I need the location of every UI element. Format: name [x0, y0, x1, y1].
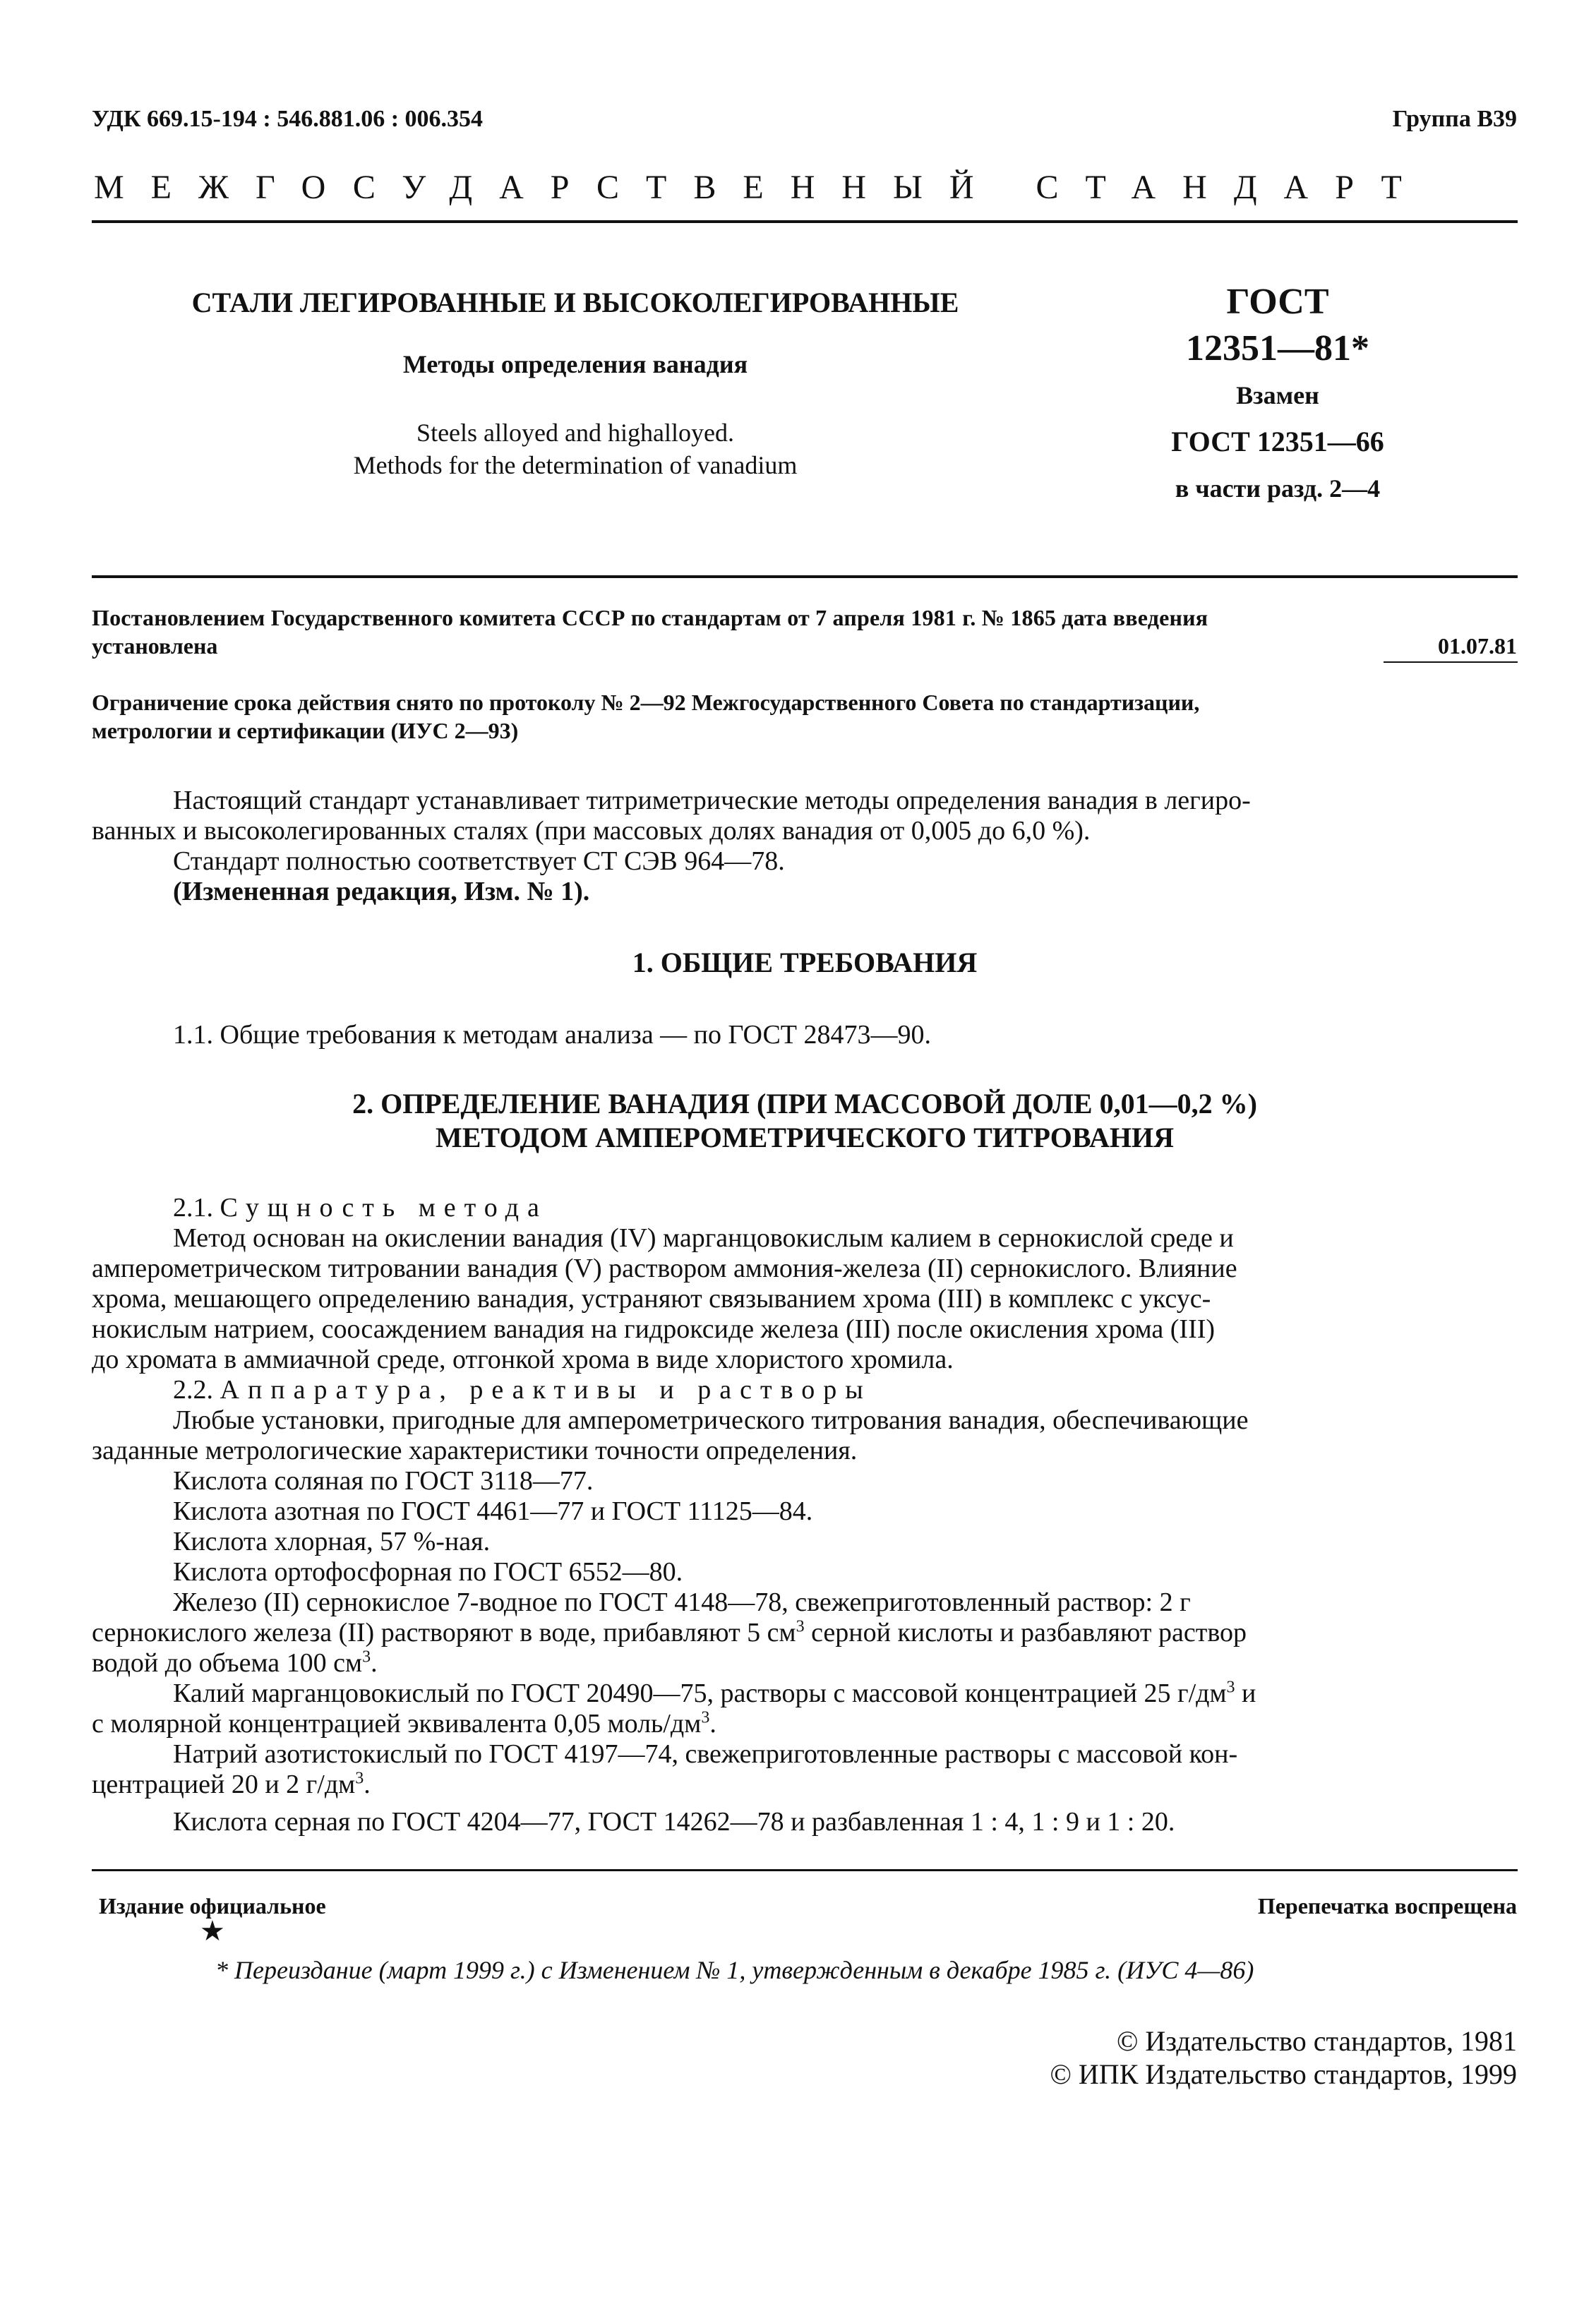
- s22-line8-b: серной кислоты и разбавляют раствор: [804, 1618, 1247, 1647]
- s22-line10-b: и: [1235, 1679, 1256, 1708]
- copyright-1999: © ИПК Издательство стандартов, 1999: [1050, 2058, 1517, 2090]
- s21-line1: Метод основан на окислении ванадия (IV) марганцовокислым калием в сернокислой среде и: [173, 1223, 1234, 1253]
- intro-line2: ванных и высоколегированных сталях (при массовых долях ванадия от 0,005 до 6,0 %).: [92, 816, 1091, 846]
- s22-line13: [92, 1770, 1518, 1800]
- s22-title-text: Аппаратура, реактивы и растворы: [220, 1375, 872, 1405]
- reprint-notice: Перепечатка воспрещена: [1257, 1893, 1517, 1919]
- gost-number: 12351—81*: [1186, 328, 1369, 368]
- title-en: [92, 416, 1059, 481]
- restriction-line2: метрологии и сертификации (ИУС 2—93): [92, 718, 519, 743]
- s22-line8-a: сернокислого железа (II) растворяют в воде, прибавляют 5 см: [92, 1618, 796, 1647]
- period: .: [709, 1709, 716, 1739]
- superscript-3: 3: [355, 1769, 364, 1788]
- s22-line12: Натрий азотистокислый по ГОСТ 4197—74, свежеприготовленные растворы с массовой кон-: [173, 1739, 1238, 1769]
- subtitle-ru: Методы определения ванадия: [402, 350, 748, 378]
- s22-line11: [92, 1709, 1518, 1739]
- decree-line1: Постановлением Государственного комитета СССР по стандартам от 7 апреля 1981 г. № 1865 дата введения: [92, 605, 1208, 630]
- standard-banner: МЕЖГОСУДАРСТВЕННЫЙ СТАНДАРТ: [94, 169, 1429, 206]
- s22-title: [173, 1375, 1518, 1405]
- title-ru: СТАЛИ ЛЕГИРОВАННЫЕ И ВЫСОКОЛЕГИРОВАННЫЕ: [191, 287, 959, 318]
- title-rule: [92, 575, 1518, 578]
- s22-line7: Железо (II) сернокислое 7-водное по ГОСТ 4148—78, свежеприготовленный раствор: 2 г: [173, 1587, 1191, 1617]
- s21-line3: хрома, мешающего определению ванадия, устраняют связыванием хрома (III) в комплекс с уксус-: [92, 1284, 1211, 1314]
- replaces-scope: в части разд. 2—4: [1175, 474, 1381, 503]
- replaces-gost: ГОСТ 12351—66: [1171, 426, 1384, 457]
- period: .: [371, 1648, 378, 1678]
- group-code: Группа В39: [1392, 106, 1517, 132]
- intro-line1: Настоящий стандарт устанавливает титриметрические методы определения ванадия в легиро-: [173, 786, 1251, 815]
- superscript-3: 3: [796, 1617, 805, 1636]
- s22-line11-a: с молярной концентрацией эквивалента 0,05 моль/дм: [92, 1709, 702, 1739]
- s21-line4: нокислым натрием, соосаждением ванадия на гидроксиде железа (III) после окисления хрома (III): [92, 1314, 1216, 1344]
- superscript-3: 3: [1226, 1678, 1235, 1697]
- restriction-line1: Ограничение срока действия снято по протоколу № 2—92 Межгосударственного Совета по стандартизации,: [92, 690, 1200, 715]
- s22-line9: [92, 1648, 1518, 1679]
- copyright-1981: © Издательство стандартов, 1981: [1116, 2025, 1517, 2057]
- period: .: [364, 1770, 371, 1799]
- s22-line1: Любые установки, пригодные для амперометрического титрования ванадия, обеспечивающие: [173, 1405, 1249, 1435]
- s21-line5: до хромата в аммиачной среде, отгонкой хрома в виде хлористого хромила.: [92, 1345, 954, 1374]
- s22-number: 2.2.: [173, 1375, 213, 1405]
- s22-line14: Кислота серная по ГОСТ 4204—77, ГОСТ 14262—78 и разбавленная 1 : 4, 1 : 9 и 1 : 20.: [173, 1807, 1175, 1837]
- s21-line2: амперометрическом титровании ванадия (V) раствором аммония-железа (II) сернокислого. Влияние: [92, 1254, 1237, 1283]
- gost-block: [1101, 279, 1454, 512]
- s21-title: [173, 1193, 1518, 1223]
- section1-heading: 1. ОБЩИЕ ТРЕБОВАНИЯ: [632, 947, 978, 978]
- decree-line2-left: установлена: [92, 633, 218, 659]
- edition-label: Издание официальное: [99, 1893, 326, 1919]
- s22-line13-a: центрацией 20 и 2 г/дм: [92, 1770, 356, 1799]
- intro-line3: Стандарт полностью соответствует СТ СЭВ 964—78.: [173, 846, 785, 876]
- s22-line9-a: водой до объема 100 см: [92, 1648, 363, 1678]
- s21-title-text: Сущность метода: [220, 1193, 548, 1223]
- star-icon: ★: [200, 1915, 225, 1947]
- header-rule: [92, 220, 1518, 223]
- intro-amendment: (Измененная редакция, Изм. № 1).: [173, 877, 590, 906]
- s21-number: 2.1.: [173, 1193, 213, 1223]
- decree-date-underline: [1384, 661, 1518, 663]
- s22-line5: Кислота хлорная, 57 %-ная.: [173, 1527, 491, 1556]
- decree-date: 01.07.81: [1438, 633, 1517, 659]
- title-en-line2: Methods for the determination of vanadium: [353, 451, 798, 479]
- footer-rule: [92, 1869, 1518, 1871]
- gost-label: ГОСТ: [1226, 282, 1329, 322]
- s22-line2: заданные метрологические характеристики точности определения.: [92, 1436, 858, 1465]
- section2-heading-line1: 2. ОПРЕДЕЛЕНИЕ ВАНАДИЯ (ПРИ МАССОВОЙ ДОЛЕ 0,01—0,2 %): [352, 1088, 1257, 1120]
- s22-line4: Кислота азотная по ГОСТ 4461—77 и ГОСТ 11125—84.: [173, 1496, 813, 1526]
- superscript-3: 3: [362, 1647, 371, 1667]
- reissue-note: * Переиздание (март 1999 г.) с Изменением № 1, утвержденным в декабре 1985 г. (ИУС 4—86): [215, 1956, 1254, 1984]
- superscript-3: 3: [701, 1708, 710, 1727]
- s22-line10: [173, 1679, 1518, 1709]
- s22-line6: Кислота ортофосфорная по ГОСТ 6552—80.: [173, 1557, 683, 1587]
- section1-p1: 1.1. Общие требования к методам анализа — по ГОСТ 28473—90.: [173, 1020, 932, 1050]
- title-en-line1: Steels alloyed and highalloyed.: [416, 419, 734, 447]
- s22-line8: [92, 1618, 1518, 1648]
- replaces-label: Взамен: [1236, 381, 1319, 409]
- udk-code: УДК 669.15-194 : 546.881.06 : 006.354: [92, 106, 484, 132]
- s22-line10-a: Калий марганцовокислый по ГОСТ 20490—75, растворы с массовой концентрацией 25 г/дм: [173, 1679, 1227, 1708]
- s22-line3: Кислота соляная по ГОСТ 3118—77.: [173, 1466, 594, 1496]
- section2-heading-line2: МЕТОДОМ АМПЕРОМЕТРИЧЕСКОГО ТИТРОВАНИЯ: [435, 1122, 1175, 1153]
